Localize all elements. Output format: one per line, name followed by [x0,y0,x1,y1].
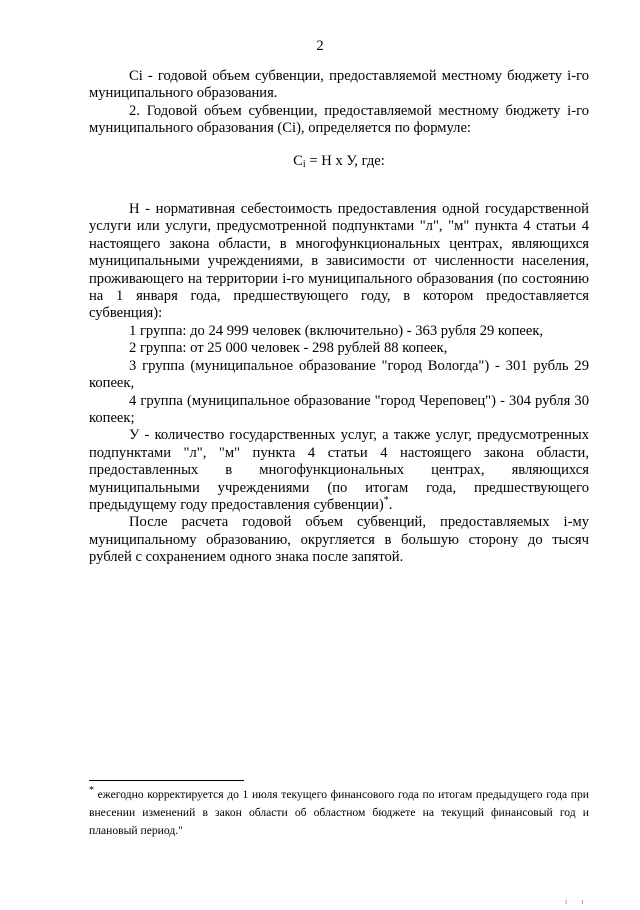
paragraph-formula-intro: 2. Годовой объем субвенции, предоставляемой местному бюджету i-го муниципального образования (Сi), определяется по формуле: [89,102,589,137]
group-4: 4 группа (муниципальное образование "город Череповец") - 304 рубля 30 копеек; [89,392,589,426]
paragraph-rounding: После расчета годовой объем субвенций, предоставляемых i-му муниципальному образованию, округляется в большую сторону до тысяч рублей с сохранением одного знака после запятой. [89,514,589,566]
footnote [89,786,589,840]
paragraph-ci-definition: Сi - годовой объем субвенции, предоставляемой местному бюджету i-го муниципального образования. [89,68,589,102]
document-body [89,68,589,567]
scan-marks: ı ı [565,897,590,906]
formula [89,153,589,170]
paragraph-u-definition [89,427,589,514]
formula-sub: i [302,158,306,170]
footnote-divider [89,780,244,781]
u-definition-text: У - количество государственных услуг, а также услуг, предусмотренных подпунктами "л", "м" пункта 4 статьи 4 настоящего закона области, предоставленных в многофункциональных центрах, являющихся муниципальными учреждениями (по итогам года, предшествующего предыдущему году предоставления субвенции) [89,427,589,513]
formula-rest: = Н x У, где: [305,152,385,169]
formula-c: С [293,152,303,169]
group-3: 3 группа (муниципальное образование "город Вологда") - 301 рубль 29 копеек, [89,357,589,392]
footnote-ref: * [383,495,389,507]
u-definition-end: . [388,496,393,513]
paragraph-n-definition: Н - нормативная себестоимость предоставления одной государственной услуги или услуги, предусмотренной подпунктами "л", "м" пункта 4 статьи 4 настоящего закона области, в многофункциональных центрах, являющихся муниципальными учреждениями, в зависимости от численности населения, проживающего на территории i-го муниципального образования (по состоянию на 1 января года, предшествующего году, в котором предоставляется субвенция): [89,201,589,322]
page-number: 2 [316,38,324,54]
group-1: 1 группа: до 24 999 человек (включительно) - 363 рубля 29 копеек, [129,322,544,339]
group-2: 2 группа: от 25 000 человек - 298 рублей 88 копеек, [129,340,448,357]
footnote-mark: * [89,785,94,797]
footnote-text: ежегодно корректируется до 1 июля текущего финансового года по итогам предыдущего года при внесении изменений в закон области об областном бюджете на текущий финансовый год и плановый период." [89,788,589,837]
